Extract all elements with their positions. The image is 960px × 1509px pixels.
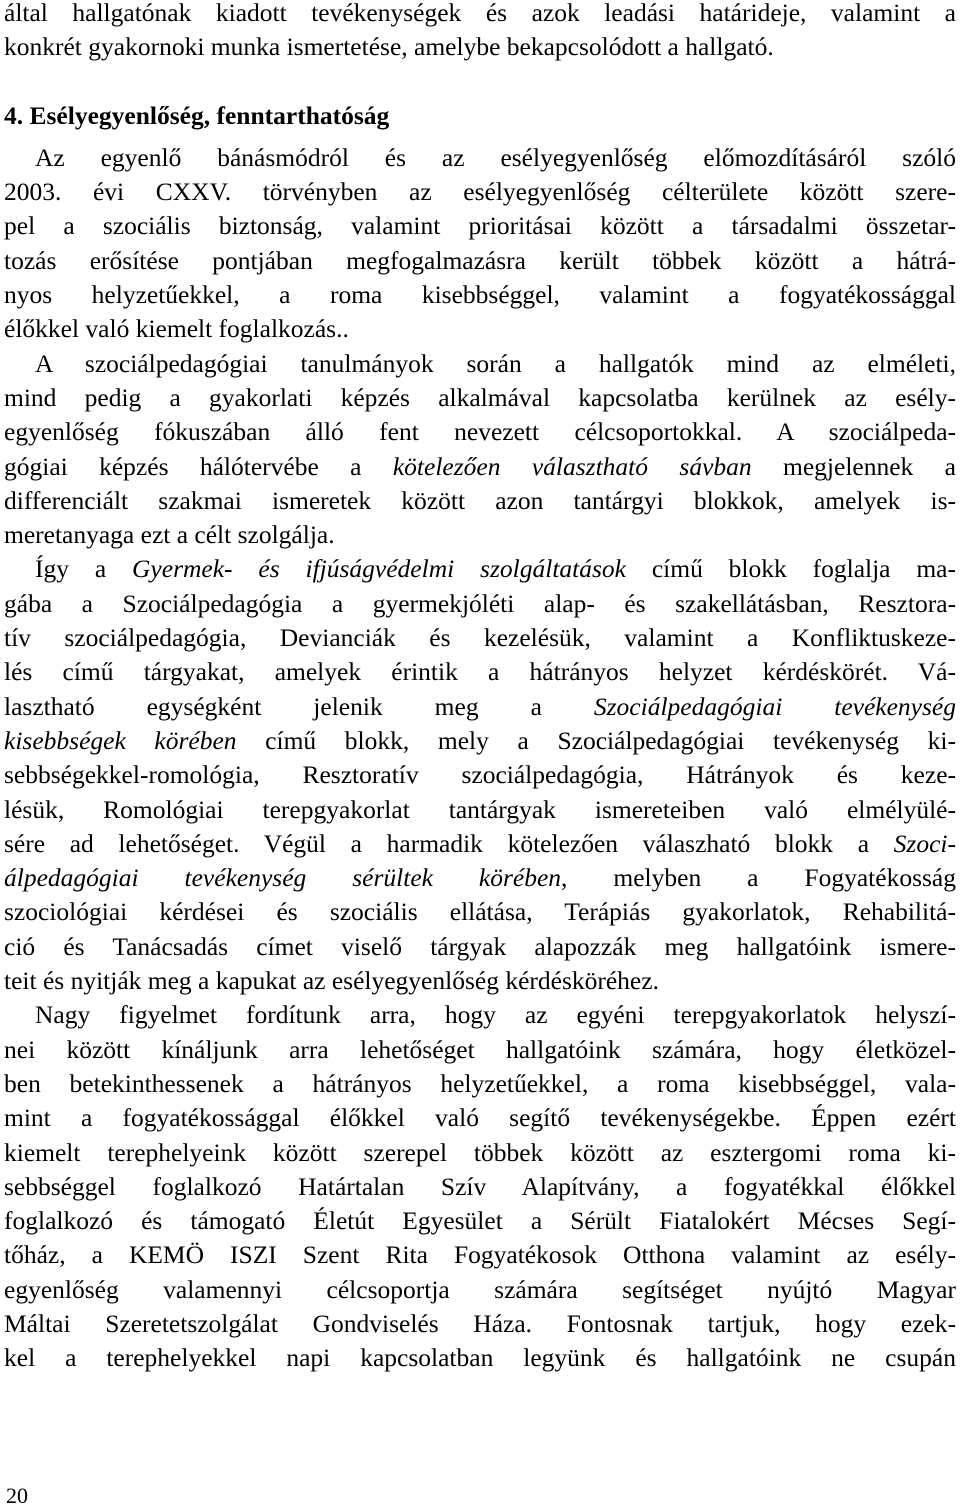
text-line: kiemelt terephelyeink között szerepel többek között az esztergomi roma ki- xyxy=(4,1137,956,1167)
italic-term: Szoci- xyxy=(893,828,956,858)
italic-term: Gyermek- és ifjúságvédelmi szolgáltatások xyxy=(132,554,626,584)
text-line: tív szociálpedagógia, Devianciák és kezelésük, valamint a Konfliktuskeze- xyxy=(4,623,956,653)
text-line: meretanyaga ezt a célt szolgálja. xyxy=(4,520,335,550)
text-line: Máltai Szeretetszolgálat Gondviselés Háza. Fontosnak tartjuk, hogy ezek- xyxy=(4,1308,956,1338)
text-line: élőkkel való kiemelt foglalkozás.. xyxy=(4,314,349,344)
text-line: egyenlőség fókuszában álló fent nevezett célcsoportokkal. A szociálpeda- xyxy=(4,417,956,447)
paragraph-blocks xyxy=(4,552,956,998)
text-run: című blokk, mely a Szociálpedagógiai tevékenység ki- xyxy=(236,725,956,755)
text-line: gába a Szociálpedagógia a gyermekjóléti alap- és szakellátásban, Resztora- xyxy=(4,588,956,618)
text-line: által hallgatónak kiadott tevékenységek és azok leadási határideje, valamint a xyxy=(4,0,956,27)
document-page xyxy=(4,0,956,1376)
text-line: konkrét gyakornoki munka ismertetése, amelybe bekapcsolódott a hallgató. xyxy=(4,32,774,62)
italic-term: álpedagógiai tevékenység sérültek körében xyxy=(4,863,562,893)
text-run: megjelennek a xyxy=(751,451,956,481)
text-line: mind pedig a gyakorlati képzés alkalmával kapcsolatba kerülnek az esély- xyxy=(4,382,956,412)
paragraph-studies xyxy=(4,347,956,553)
text-line: Nagy figyelmet fordítunk arra, hogy az egyéni terepgyakorlatok helyszí- xyxy=(35,1000,956,1030)
italic-term: kötelezően választható sávban xyxy=(392,451,752,481)
italic-term: Szociálpedagógiai tevékenység xyxy=(593,691,956,721)
section-heading: 4. Esélyegyenlőség, fenntarthatóság xyxy=(4,100,390,130)
text-run: című blokk foglalja ma- xyxy=(625,554,956,584)
text-line: teit és nyitják meg a kapukat az esélyegyenlőség kérdésköréhez. xyxy=(4,966,659,996)
text-run: Így a xyxy=(35,554,133,584)
text-line: tozás erősítése pontjában megfogalmazásra került többek között a hátrá- xyxy=(4,245,956,275)
text-line xyxy=(4,827,956,861)
text-run: gógiai képzés hálótervébe a xyxy=(4,451,393,481)
text-run: lasztható egységként jelenik meg a xyxy=(4,691,594,721)
text-run: , melyben a Fogyatékosság xyxy=(561,863,956,893)
text-line: tőház, a KEMÖ ISZI Szent Rita Fogyatékosok Otthona valamint az esély- xyxy=(4,1240,956,1270)
text-run: sére ad lehetőséget. Végül a harmadik kötelezően válaszható blokk a xyxy=(4,828,894,858)
text-line: lés című tárgyakat, amelyek érintik a hátrányos helyzet kérdéskörét. Vá- xyxy=(4,657,956,687)
text-line: pel a szociális biztonság, valamint prioritásai között a társadalmi összetar- xyxy=(4,211,956,241)
paragraph-placements xyxy=(4,998,956,1375)
paragraph-law xyxy=(4,141,956,347)
page-number: 20 xyxy=(6,1483,28,1508)
text-line xyxy=(4,552,956,586)
text-line: nei között kínáljunk arra lehetőséget hallgatóink számára, hogy életközel- xyxy=(4,1034,956,1064)
text-line: sebbséggel foglalkozó Határtalan Szív Alapítvány, a fogyatékkal élőkkel xyxy=(4,1171,956,1201)
italic-term: kisebbségek körében xyxy=(4,725,237,755)
text-line: Az egyenlő bánásmódról és az esélyegyenlőség előmozdításáról szóló xyxy=(35,142,956,172)
text-line: differenciált szakmai ismeretek között azon tantárgyi blokkok, amelyek is- xyxy=(4,485,956,515)
text-line xyxy=(4,690,956,724)
text-line: ció és Tanácsadás címet viselő tárgyak alapozzák meg hallgatóink ismere- xyxy=(4,931,956,961)
text-line: foglalkozó és támogató Életút Egyesület a Sérült Fiatalokért Mécses Segí- xyxy=(4,1206,956,1236)
text-line xyxy=(4,450,956,484)
text-line xyxy=(4,861,956,895)
text-line: 2003. évi CXXV. törvényben az esélyegyenlőség célterülete között szere- xyxy=(4,177,956,207)
text-line xyxy=(4,724,956,758)
text-line: egyenlőség valamennyi célcsoportja számára segítséget nyújtó Magyar xyxy=(4,1274,956,1304)
text-line: szociológiai kérdései és szociális ellátása, Terápiás gyakorlatok, Rehabilitá- xyxy=(4,897,956,927)
text-line: mint a fogyatékossággal élőkkel való segítő tevékenységekbe. Éppen ezért xyxy=(4,1103,956,1133)
text-line: sebbségekkel-romológia, Resztoratív szociálpedagógia, Hátrányok és keze- xyxy=(4,760,956,790)
intro-paragraph xyxy=(4,0,956,65)
text-line: ben betekinthessenek a hátrányos helyzetűekkel, a roma kisebbséggel, vala- xyxy=(4,1068,956,1098)
text-line: kel a terephelyekkel napi kapcsolatban legyünk és hallgatóink ne csupán xyxy=(4,1343,956,1373)
text-line: A szociálpedagógiai tanulmányok során a hallgatók mind az elméleti, xyxy=(35,348,956,378)
text-line: nyos helyzetűekkel, a roma kisebbséggel, valamint a fogyatékossággal xyxy=(4,280,956,310)
text-line: lésük, Romológiai terepgyakorlat tantárgyak ismereteiben való elmélyülé- xyxy=(4,794,956,824)
